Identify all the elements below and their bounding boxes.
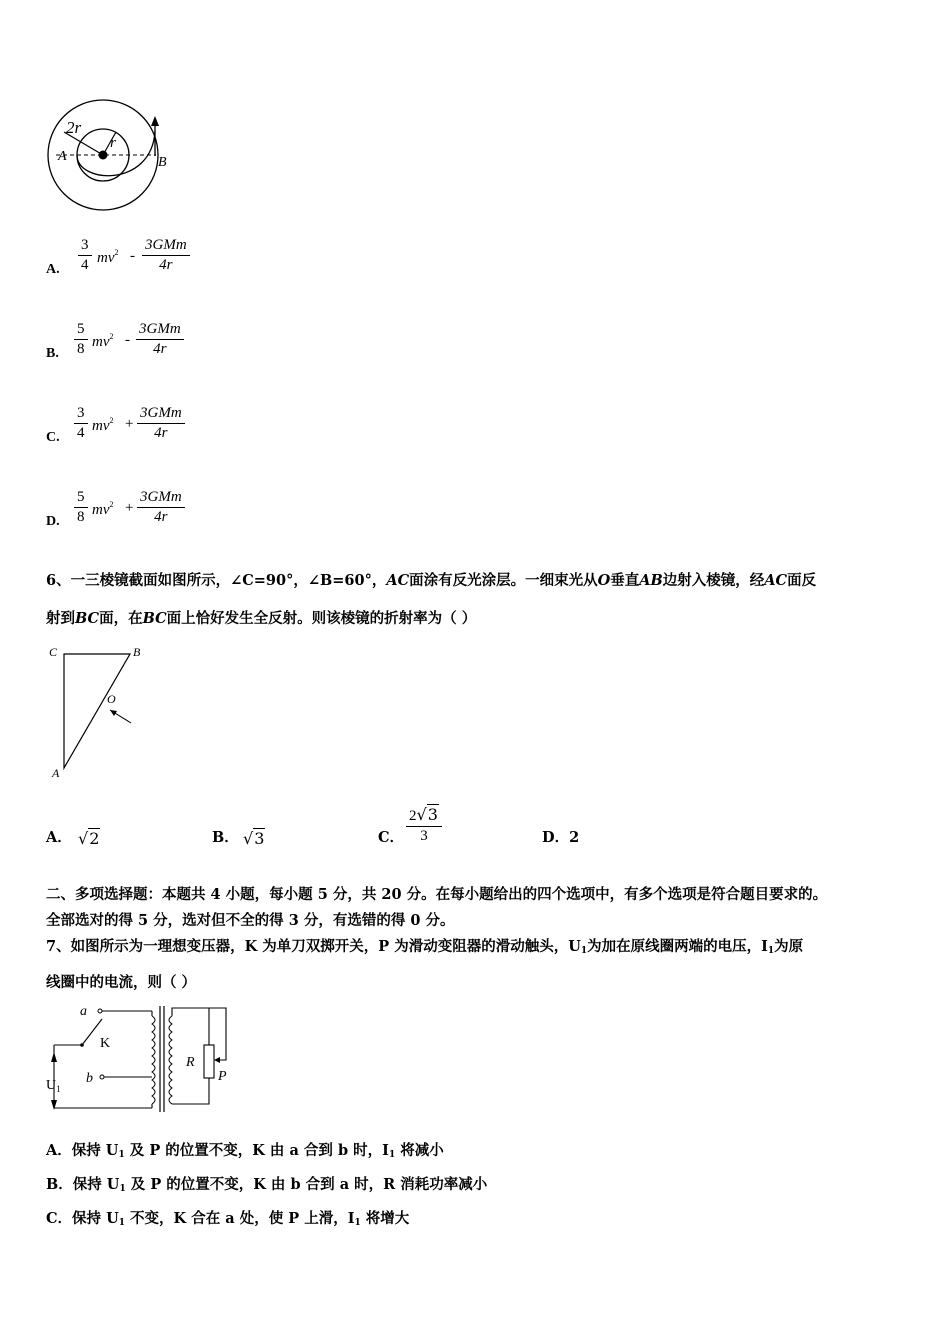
mv-term: $mv^2$ [97, 248, 119, 266]
light-ray-arrowhead [110, 710, 117, 716]
primary-coil [152, 1016, 155, 1104]
q6-stem-line1: 6、一三棱镜截面如图所示，∠C=90°，∠B=60°，AC面涂有反光涂层。一细束光从O垂直AB边射入棱镜，经AC面反 [46, 572, 817, 589]
operator: + [125, 500, 134, 516]
q6-stem-line2: 射到BC面，在BC面上恰好发生全反射。则该棱镜的折射率为（ ） [46, 610, 477, 627]
label-2r: 2r [66, 118, 82, 137]
label-p: P [218, 1069, 227, 1084]
sqrt-3: √3 [243, 829, 265, 848]
q7-option-c[interactable]: C．保持 $U_1$ 不变，K 合在 a 处，使 P 上滑，$I_1$ 将增大 [46, 1210, 410, 1228]
q7-stem-line1: 7、如图所示为一理想变压器，K 为单刀双掷开关，P 为滑动变阻器的滑动触头，$U_1$为加在原线圈两端的电压，$I_1$为原 [46, 938, 804, 956]
resistor-r [204, 1045, 214, 1078]
label-A: A [58, 149, 67, 164]
velocity-arrowhead [151, 116, 159, 126]
label-B: B [158, 155, 167, 170]
coef-fraction: 3 4 [78, 236, 92, 275]
section2-line1: 二、多项选择题：本题共 4 小题，每小题 5 分，共 20 分。在每小题给出的四个选项中，有多个选项是符合题目要求的。 [46, 886, 828, 903]
option-label: D．2 [542, 829, 580, 846]
switch-k [82, 1019, 102, 1045]
option-label: A． [46, 829, 72, 846]
label-u1: $U_1$ [46, 1078, 61, 1094]
option-label: B. [46, 346, 59, 361]
gmm-fraction: 3GMm 4r [137, 488, 185, 527]
operator: - [130, 248, 135, 264]
slider-p [214, 1057, 220, 1063]
mv-term: $mv^2$ [92, 500, 114, 518]
operator: + [125, 416, 134, 432]
label-C: C [49, 645, 58, 659]
terminal-a [98, 1009, 102, 1013]
q7-stem-line2: 线圈中的电流，则（ ） [46, 974, 197, 991]
label-O: O [107, 692, 116, 706]
q7-option-b[interactable]: B．保持 $U_1$ 及 P 的位置不变，K 由 b 合到 a 时，R 消耗功率减小 [46, 1176, 488, 1194]
label-k: K [100, 1036, 111, 1051]
label-a: a [80, 1004, 87, 1019]
section2-line2: 全部选对的得 5 分，选对但不全的得 3 分，有选错的得 0 分。 [46, 912, 455, 929]
prism-triangle [64, 654, 130, 768]
label-A: A [52, 766, 60, 780]
two-sqrt3-over-3: 2√3 3 [406, 805, 442, 846]
option-label: C． [378, 829, 405, 846]
mv-term: $mv^2$ [92, 416, 114, 434]
mv-term: $mv^2$ [92, 332, 114, 350]
prism-figure [44, 640, 154, 785]
label-r: r [110, 135, 116, 151]
label-b: b [86, 1071, 93, 1086]
u1-arrow-up [51, 1052, 57, 1062]
transformer-figure [44, 1000, 244, 1120]
option-label: A. [46, 262, 60, 277]
option-label: B． [212, 829, 239, 846]
sqrt-2: √2 [78, 829, 100, 848]
coef-fraction: 3 4 [74, 404, 88, 443]
gmm-fraction: 3GMm 4r [142, 236, 190, 275]
q7-option-a[interactable]: A．保持 $U_1$ 及 P 的位置不变，K 由 a 合到 b 时，$I_1$ 将减小 [46, 1142, 444, 1160]
transfer-orbit [77, 131, 155, 176]
coef-fraction: 5 8 [74, 488, 88, 527]
option-label: D. [46, 514, 60, 529]
secondary-coil [169, 1016, 172, 1104]
option-label: C. [46, 430, 60, 445]
label-r: R [186, 1055, 195, 1070]
gmm-fraction: 3GMm 4r [136, 320, 184, 359]
label-B: B [133, 645, 141, 659]
operator: - [125, 332, 130, 348]
center-planet [99, 151, 108, 160]
coef-fraction: 5 8 [74, 320, 88, 359]
gmm-fraction: 3GMm 4r [137, 404, 185, 443]
terminal-b [100, 1075, 104, 1079]
orbit-figure [44, 96, 174, 216]
